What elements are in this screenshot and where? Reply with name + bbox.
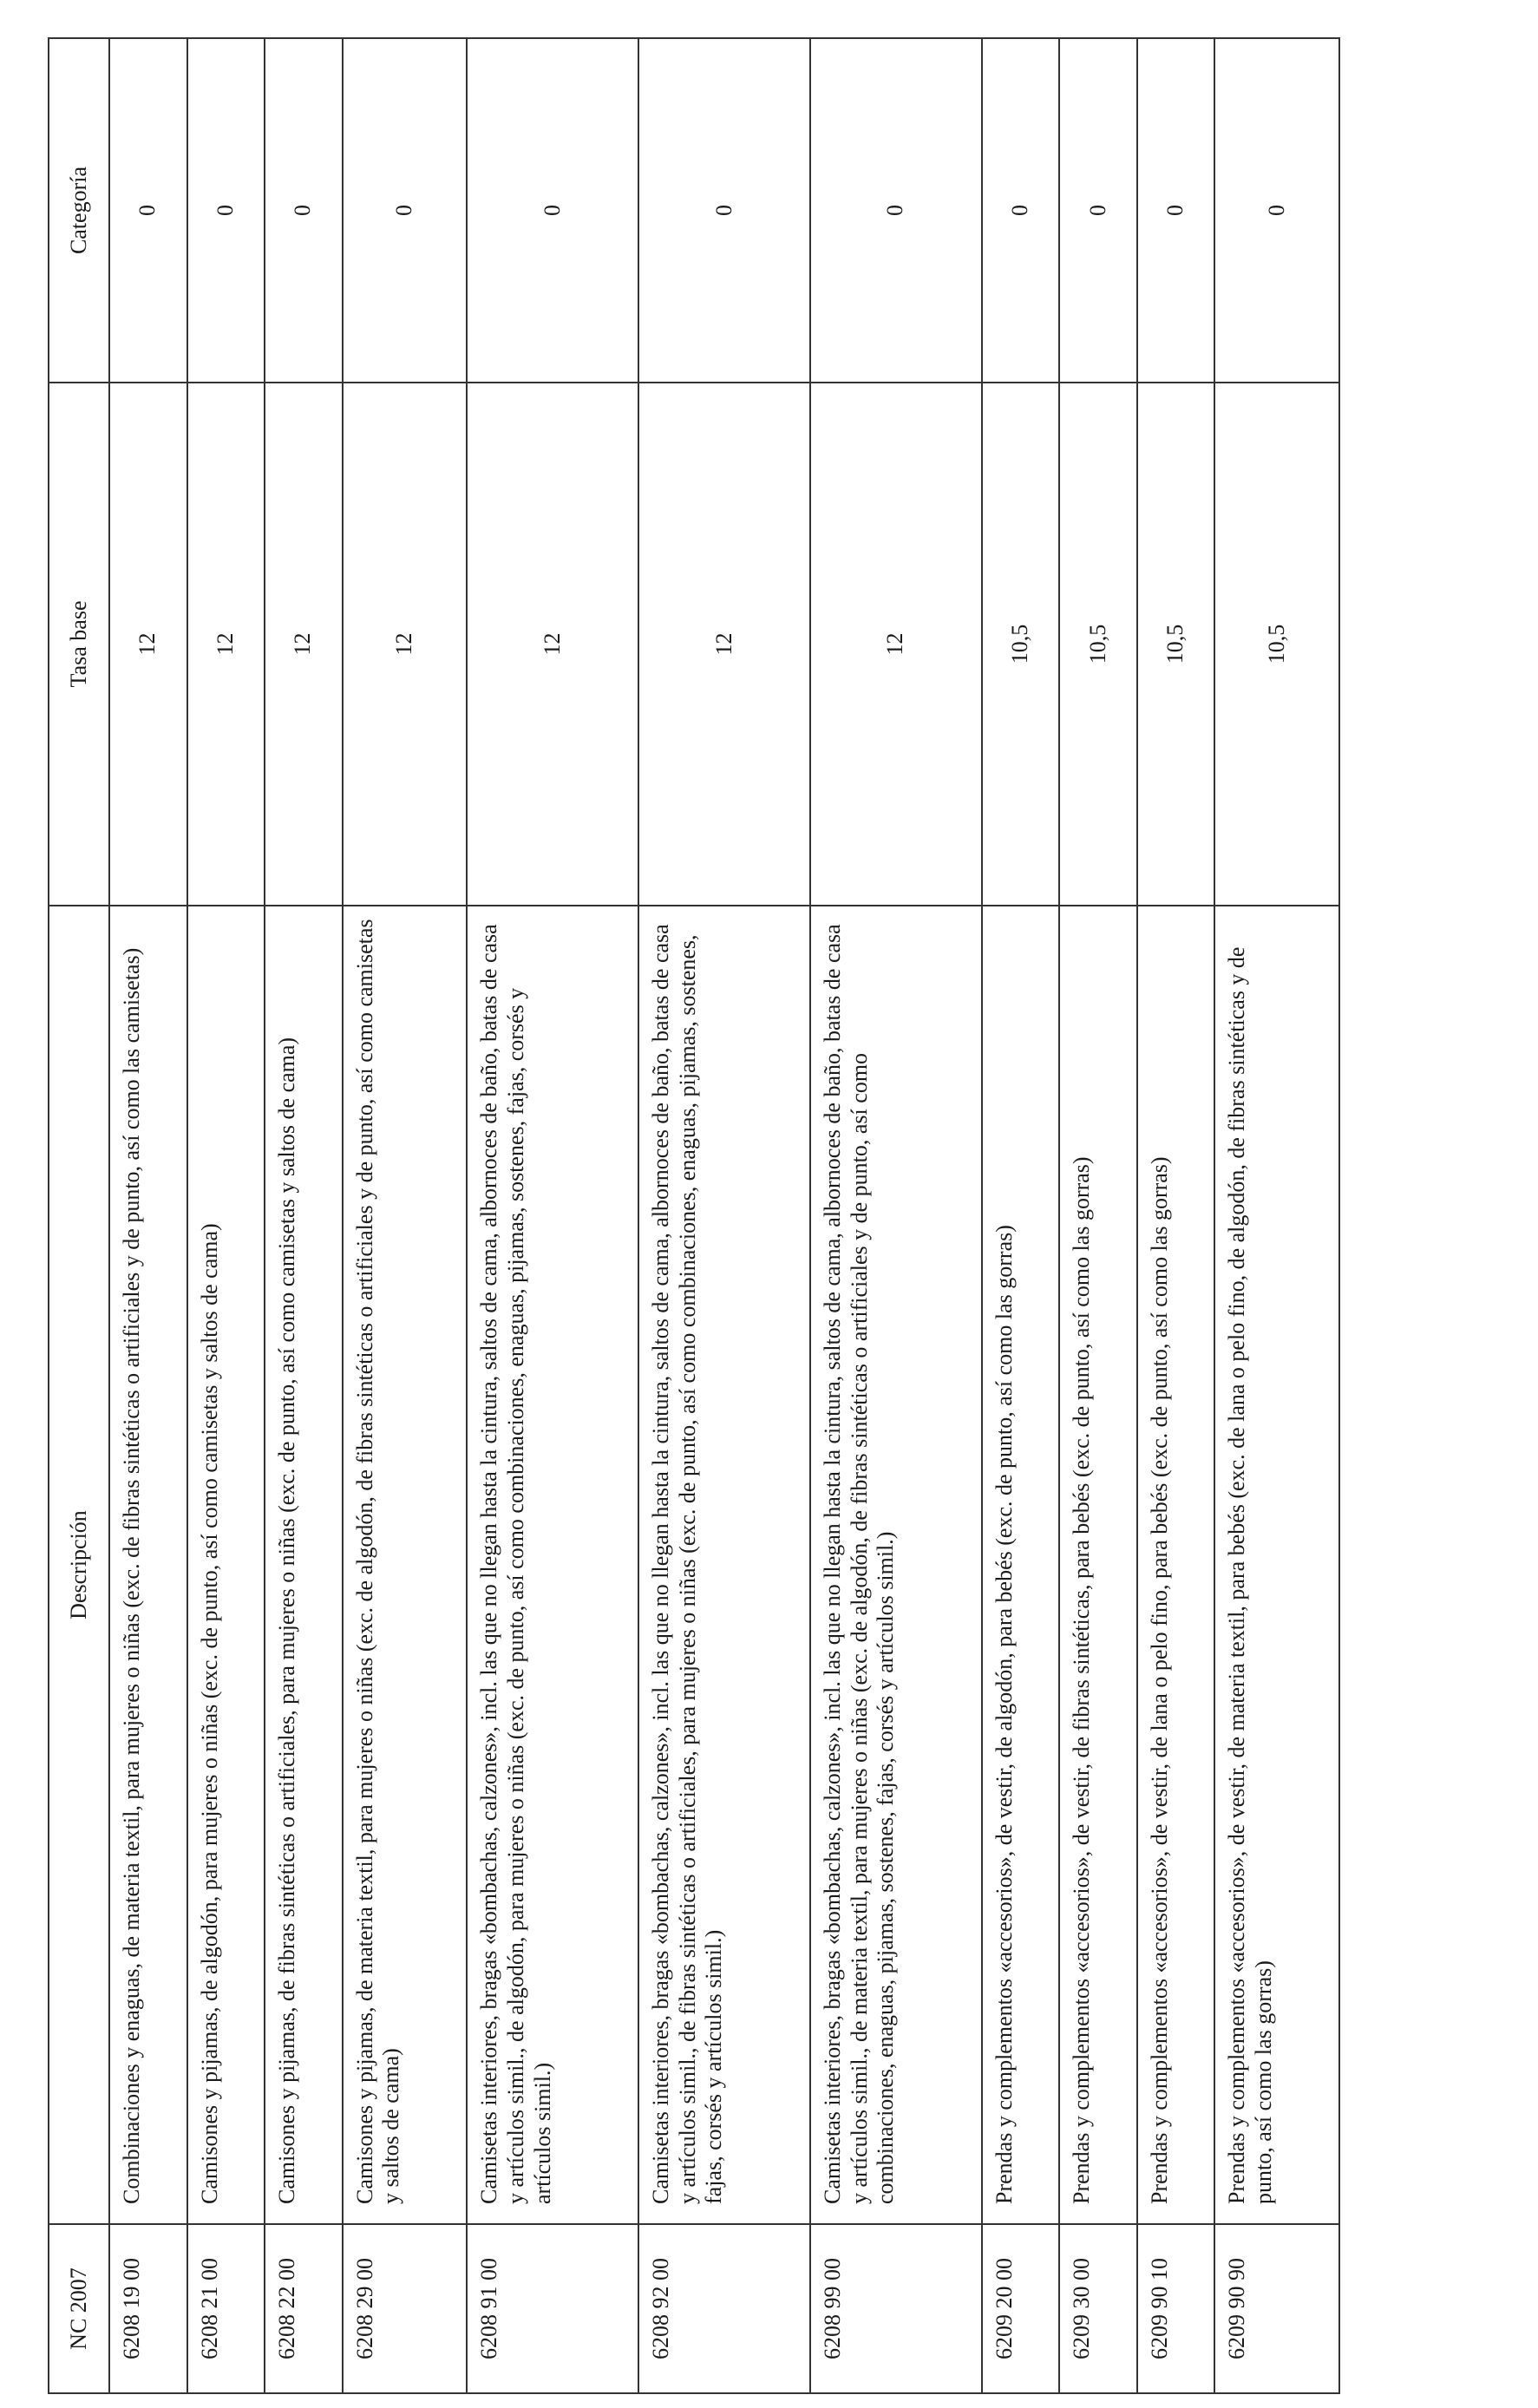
cell-rate: 12 xyxy=(638,383,810,906)
cell-code: 6208 19 00 xyxy=(109,2224,187,2393)
cell-category: 0 xyxy=(638,38,810,383)
cell-code: 6208 22 00 xyxy=(265,2224,343,2393)
cell-description: Prendas y complementos «accesorios», de vestir, de algodón, para bebés (exc. de punto, así como las gorras) xyxy=(982,906,1060,2224)
table-row xyxy=(265,38,343,2393)
cell-description: Prendas y complementos «accesorios», de vestir, de fibras sintéticas, para bebés (exc. de punto, así como las gorras) xyxy=(1059,906,1137,2224)
cell-rate: 12 xyxy=(265,383,343,906)
table-row xyxy=(109,38,187,2393)
cell-code: 6208 99 00 xyxy=(810,2224,982,2393)
table-row xyxy=(982,38,1060,2393)
table-row xyxy=(187,38,265,2393)
header-category: Categoría xyxy=(49,38,109,383)
cell-description: Camisetas interiores, bragas «bombachas, calzones», incl. las que no llegan hasta la cintura, saltos de cama, albornoces de baño, batas de casa y artículos simil., de fibras sintéticas o artificiales, para mujeres o niñas (exc. de punto, así como combinaciones, enaguas, pijamas, sostenes, fajas, corsés y artículos simil.) xyxy=(638,906,810,2224)
table-row xyxy=(1214,38,1339,2393)
cell-rate: 10,5 xyxy=(1214,383,1339,906)
table-row xyxy=(1137,38,1215,2393)
header-description: Descripción xyxy=(49,906,109,2224)
cell-description: Camisetas interiores, bragas «bombachas, calzones», incl. las que no llegan hasta la cintura, saltos de cama, albornoces de baño, batas de casa y artículos simil., de materia textil, para mujeres o niñas (exc. de algodón, de fibras sintéticas o artificiales y de punto, así como combinaciones, enaguas, pijamas, sostenes, fajas, corsés y artículos simil.) xyxy=(810,906,982,2224)
cell-code: 6209 20 00 xyxy=(982,2224,1060,2393)
cell-category: 0 xyxy=(467,38,638,383)
cell-category: 0 xyxy=(1214,38,1339,383)
cell-code: 6208 91 00 xyxy=(467,2224,638,2393)
cell-description: Camisetas interiores, bragas «bombachas, calzones», incl. las que no llegan hasta la cintura, saltos de cama, albornoces de baño, batas de casa y artículos simil., de algodón, para mujeres o niñas (exc. de punto, así como combinaciones, enaguas, pijamas, sostenes, fajas, corsés y artículos simil.) xyxy=(467,906,638,2224)
document-page xyxy=(48,39,1340,2394)
cell-category: 0 xyxy=(343,38,468,383)
cell-code: 6209 30 00 xyxy=(1059,2224,1137,2393)
header-rate: Tasa base xyxy=(49,383,109,906)
table-row xyxy=(467,38,638,2393)
cell-rate: 10,5 xyxy=(982,383,1060,906)
cell-code: 6209 90 90 xyxy=(1214,2224,1339,2393)
cell-rate: 12 xyxy=(467,383,638,906)
table-row xyxy=(638,38,810,2393)
table-row xyxy=(343,38,468,2393)
cell-description: Combinaciones y enaguas, de materia textil, para mujeres o niñas (exc. de fibras sintéticas o artificiales y de punto, así como las camisetas) xyxy=(109,906,187,2224)
cell-category: 0 xyxy=(1059,38,1137,383)
cell-description: Camisones y pijamas, de fibras sintéticas o artificiales, para mujeres o niñas (exc. de punto, así como camisetas y saltos de cama) xyxy=(265,906,343,2224)
cell-code: 6208 29 00 xyxy=(343,2224,468,2393)
cell-code: 6209 90 10 xyxy=(1137,2224,1215,2393)
cell-category: 0 xyxy=(265,38,343,383)
cell-category: 0 xyxy=(810,38,982,383)
cell-rate: 10,5 xyxy=(1059,383,1137,906)
cell-description: Camisones y pijamas, de algodón, para mujeres o niñas (exc. de punto, así como camisetas y saltos de cama) xyxy=(187,906,265,2224)
cell-rate: 12 xyxy=(109,383,187,906)
cell-description: Camisones y pijamas, de materia textil, para mujeres o niñas (exc. de algodón, de fibras sintéticas o artificiales y de punto, así como camisetas y saltos de cama) xyxy=(343,906,468,2224)
cell-category: 0 xyxy=(982,38,1060,383)
cell-rate: 12 xyxy=(810,383,982,906)
header-code: NC 2007 xyxy=(49,2224,109,2393)
cell-description: Prendas y complementos «accesorios», de vestir, de materia textil, para bebés (exc. de lana o pelo fino, de algodón, de fibras sintéticas y de punto, así como las gorras) xyxy=(1214,906,1339,2224)
table-header-row xyxy=(49,38,109,2393)
cell-rate: 10,5 xyxy=(1137,383,1215,906)
table-row xyxy=(1059,38,1137,2393)
cell-category: 0 xyxy=(187,38,265,383)
cell-rate: 12 xyxy=(187,383,265,906)
cell-code: 6208 92 00 xyxy=(638,2224,810,2393)
cell-category: 0 xyxy=(109,38,187,383)
table-row xyxy=(810,38,982,2393)
cell-category: 0 xyxy=(1137,38,1215,383)
cell-code: 6208 21 00 xyxy=(187,2224,265,2393)
cell-description: Prendas y complementos «accesorios», de vestir, de lana o pelo fino, para bebés (exc. de punto, así como las gorras) xyxy=(1137,906,1215,2224)
cell-rate: 12 xyxy=(343,383,468,906)
tariff-table xyxy=(48,37,1340,2394)
